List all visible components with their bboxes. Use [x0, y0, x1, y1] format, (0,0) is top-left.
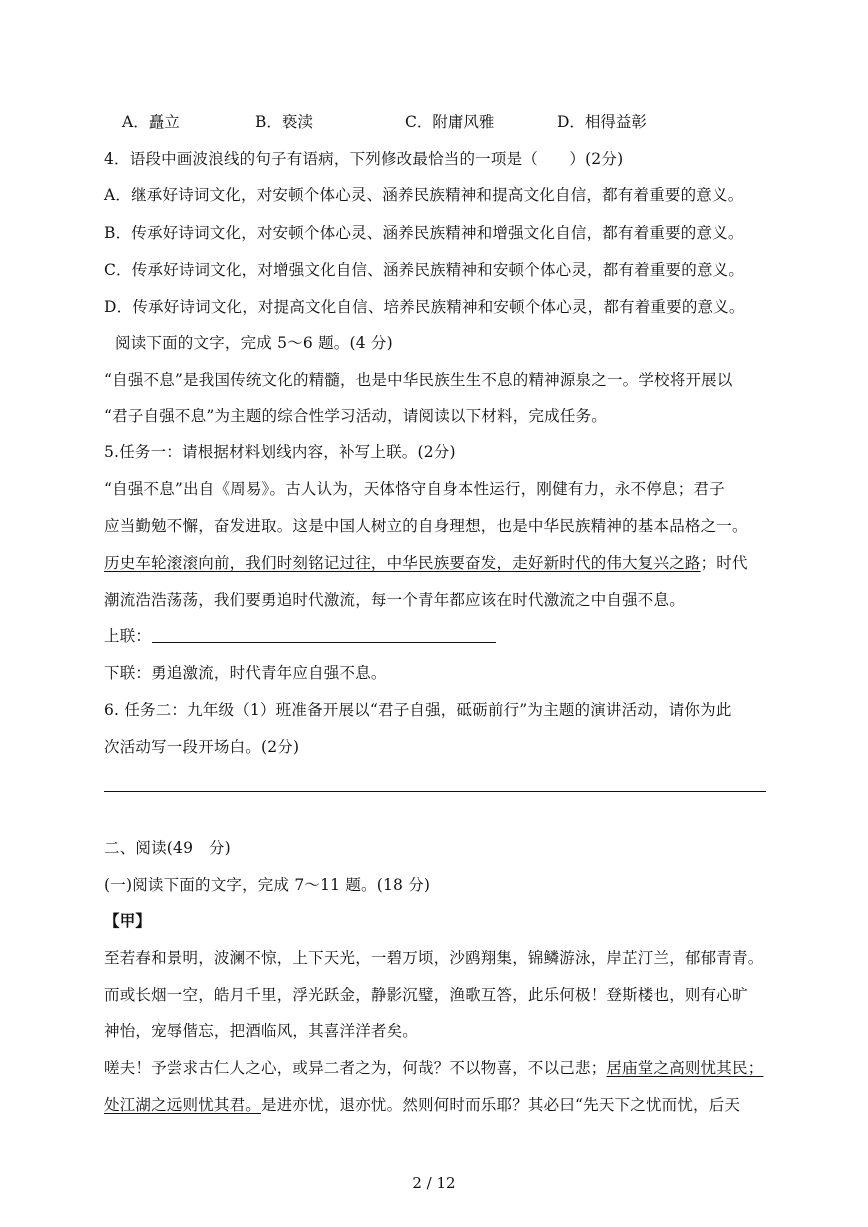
- q4-option-c: C．传承好诗词文化，对增强文化自信、涵养民族精神和安顿个体心灵，都有着重要的意义。: [104, 261, 745, 279]
- passage-line-1: 至若春和景明，波澜不惊，上下天光，一碧万顷，沙鸥翔集，锦鳞游泳，岸芷汀兰，郁郁青青。: [104, 949, 764, 967]
- reading-intro: 阅读下面的文字，完成 5～6 题。(4 分): [115, 334, 393, 352]
- passage-line-2: 而或长烟一空，皓月千里，浮光跃金，静影沉璧，渔歌互答，此乐何极！登斯楼也，则有心旷: [104, 986, 748, 1004]
- q3-option-b: B．亵渎: [255, 113, 313, 131]
- q6-answer-line[interactable]: [104, 791, 766, 792]
- passage-line-3: 神怡，宠辱偕忘，把酒临风，其喜洋洋者矣。: [104, 1022, 419, 1040]
- passage-underlined-a: 居庙堂之高则忧其民；: [606, 1059, 764, 1077]
- passage-line-5: [104, 1095, 740, 1115]
- q4-option-b: B．传承好诗词文化，对安顿个体心灵、涵养民族精神和增强文化自信，都有着重要的意义。: [104, 224, 744, 242]
- q5-stem: 5.任务一：请根据材料划线内容，补写上联。(2分): [104, 443, 456, 461]
- q4-stem: 4．语段中画波浪线的句子有语病，下列修改最恰当的一项是（ ）(2分): [104, 150, 624, 168]
- q6-stem-line-2: 次活动写一段开场白。(2分): [104, 738, 300, 756]
- underlined-sentence: 历史车轮滚滚向前，我们时刻铭记过往，中华民族要奋发，走好新时代的伟大复兴之路: [104, 554, 701, 572]
- passage-line-5-text: 是进亦忧，退亦忧。然则何时而乐耶？其必曰“先天下之忧而忧，后天: [261, 1096, 741, 1114]
- subsection-one-heading: (一)阅读下面的文字，完成 7～11 题。(18 分): [104, 876, 431, 894]
- q5-material-line-2: 应当勤勉不懈，奋发进取。这是中国人树立的自身理想，也是中华民族精神的基本品格之一。: [104, 517, 748, 535]
- intro-paragraph-line-2: “君子自强不息”为主题的综合性学习活动，请阅读以下材料，完成任务。: [104, 407, 607, 425]
- q5-material-line-1: “自强不息”出自《周易》。古人认为，天体恪守自身本性运行，刚健有力，永不停息；君子: [104, 480, 725, 498]
- upper-couplet-answer-line[interactable]: [152, 642, 496, 643]
- q5-material-line-3: [104, 553, 748, 573]
- q6-stem-line-1: 6. 任务二：九年级（1）班准备开展以“君子自强，砥砺前行”为主题的演讲活动，请你为此: [104, 701, 732, 719]
- passage-jia-label: 【甲】: [104, 911, 152, 930]
- q4-option-a: A．继承好诗词文化，对安顿个体心灵、涵养民族精神和提高文化自信，都有着重要的意义。: [104, 186, 744, 204]
- q3-option-c: C．附庸风雅: [405, 113, 495, 131]
- passage-line-4-text: 嗟夫！予尝求古仁人之心，或异二者之为，何哉？不以物喜，不以己悲；: [104, 1059, 607, 1077]
- after-underline-text: ；时代: [700, 554, 748, 572]
- intro-paragraph-line-1: “自强不息”是我国传统文化的精髓，也是中华民族生生不息的精神源泉之一。学校将开展以: [104, 371, 733, 389]
- passage-line-4: [104, 1058, 763, 1078]
- q3-option-a: A．矗立: [122, 113, 180, 131]
- page-number: 2 / 12: [412, 1174, 456, 1192]
- q5-material-line-4: 潮流浩浩荡荡，我们要勇追时代激流，每一个青年都应该在时代激流之中自强不息。: [104, 591, 685, 609]
- q3-option-d: D．相得益彰: [557, 113, 647, 131]
- passage-underlined-b: 处江湖之远则忧其君。: [104, 1096, 262, 1114]
- q4-option-d: D．传承好诗词文化，对提高文化自信、培养民族精神和安顿个体心灵，都有着重要的意义。: [104, 298, 745, 316]
- upper-couplet-label: 上联：: [104, 627, 152, 645]
- lower-couplet: 下联：勇追激流，时代青年应自强不息。: [104, 664, 387, 682]
- section-two-heading: 二、阅读(49 分): [104, 839, 231, 857]
